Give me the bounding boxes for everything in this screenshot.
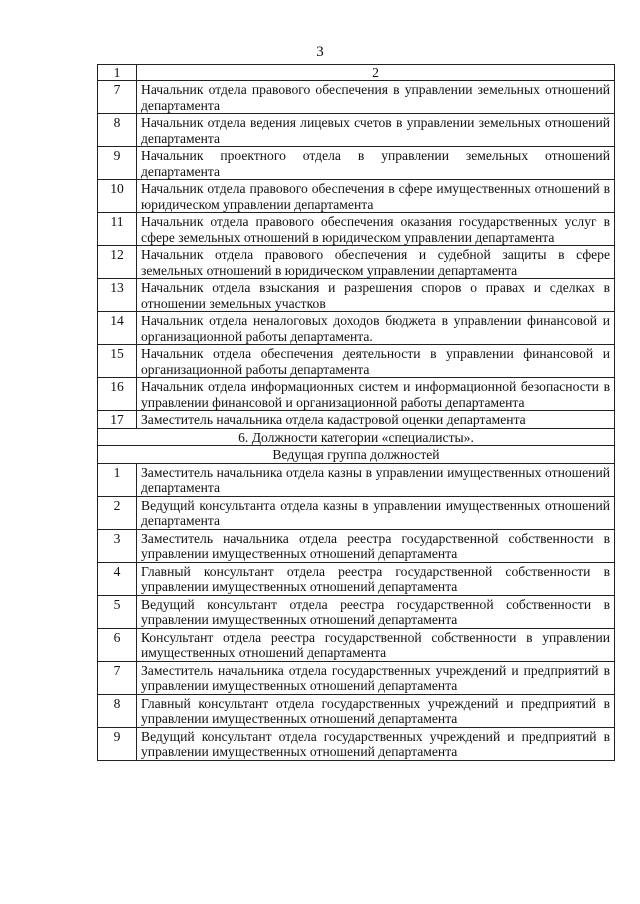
- table-row: [98, 378, 615, 411]
- row-text: Начальник проектного отдела в управлении земельных отношений департамента: [137, 147, 615, 180]
- row-text: Заместитель начальника отдела казны в управлении имущественных отношений департамента: [137, 463, 615, 496]
- table-row: [98, 279, 615, 312]
- header-col-title: 2: [137, 65, 615, 81]
- row-number: 1: [98, 463, 137, 496]
- page-number: 3: [316, 44, 324, 60]
- row-number: 14: [98, 312, 137, 345]
- table-row: [98, 727, 615, 760]
- row-number: 16: [98, 378, 137, 411]
- table-row: [98, 595, 615, 628]
- row-number: 9: [98, 727, 137, 760]
- row-text: Начальник отдела правового обеспечения оказания государственных услуг в сфере земельных отношений в юридическом управлении департамента: [137, 213, 615, 246]
- row-text: Консультант отдела реестра государственной собственности в управлении имущественных отношений департамента: [137, 628, 615, 661]
- row-text: Начальник отдела информационных систем и информационной безопасности в управлении финансовой и организационной работы департамента: [137, 378, 615, 411]
- row-number: 3: [98, 529, 137, 562]
- row-text: Начальник отдела правового обеспечения в сфере имущественных отношений в юридическом управлении департамента: [137, 180, 615, 213]
- row-number: 10: [98, 180, 137, 213]
- row-number: 17: [98, 411, 137, 429]
- row-text: Ведущий консультанта отдела казны в управлении имущественных отношений департамента: [137, 496, 615, 529]
- row-number: 8: [98, 114, 137, 147]
- row-text: Начальник отдела неналоговых доходов бюджета в управлении финансовой и организационной работы департамента.: [137, 312, 615, 345]
- table-row: [98, 411, 615, 429]
- row-number: 12: [98, 246, 137, 279]
- row-text: Заместитель начальника отдела кадастровой оценки департамента: [137, 411, 615, 429]
- table-row: [98, 246, 615, 279]
- row-number: 2: [98, 496, 137, 529]
- row-number: 4: [98, 562, 137, 595]
- row-number: 7: [98, 81, 137, 114]
- row-text: Начальник отдела правового обеспечения в управлении земельных отношений департамента: [137, 81, 615, 114]
- table-row: [98, 345, 615, 378]
- table-row: [98, 147, 615, 180]
- table-row: [98, 463, 615, 496]
- table-row: [98, 661, 615, 694]
- row-number: 7: [98, 661, 137, 694]
- row-text: Главный консультант отдела государственных учреждений и предприятий в управлении имущественных отношений департамента: [137, 694, 615, 727]
- table-row: [98, 213, 615, 246]
- row-number: 8: [98, 694, 137, 727]
- table-row: [98, 628, 615, 661]
- table-row: [98, 529, 615, 562]
- section-title: 6. Должности категории «специалисты».: [98, 428, 615, 446]
- table-row: [98, 114, 615, 147]
- row-number: 11: [98, 213, 137, 246]
- group-heading-row: [98, 446, 615, 464]
- row-text: Заместитель начальника отдела реестра государственной собственности в управлении имущественных отношений департамента: [137, 529, 615, 562]
- table-header-row: [98, 65, 615, 81]
- table-row: [98, 312, 615, 345]
- header-col-number: 1: [98, 65, 137, 81]
- table-row: [98, 496, 615, 529]
- positions-table: [97, 64, 615, 761]
- table-row: [98, 694, 615, 727]
- row-text: Ведущий консультант отдела реестра государственной собственности в управлении имущественных отношений департамента: [137, 595, 615, 628]
- row-number: 9: [98, 147, 137, 180]
- row-number: 5: [98, 595, 137, 628]
- row-text: Начальник отдела ведения лицевых счетов в управлении земельных отношений департамента: [137, 114, 615, 147]
- group-title: Ведущая группа должностей: [98, 446, 615, 464]
- row-text: Начальник отдела взыскания и разрешения споров о правах и сделках в отношении земельных участков: [137, 279, 615, 312]
- row-number: 13: [98, 279, 137, 312]
- row-text: Начальник отдела обеспечения деятельности в управлении финансовой и организационной работы департамента: [137, 345, 615, 378]
- table-row: [98, 562, 615, 595]
- row-text: Заместитель начальника отдела государственных учреждений и предприятий в управлении имущественных отношений департамента: [137, 661, 615, 694]
- section-heading-row: [98, 428, 615, 446]
- table-row: [98, 180, 615, 213]
- table-row: [98, 81, 615, 114]
- row-text: Главный консультант отдела реестра государственной собственности в управлении имущественных отношений департамента: [137, 562, 615, 595]
- row-number: 15: [98, 345, 137, 378]
- row-number: 6: [98, 628, 137, 661]
- row-text: Ведущий консультант отдела государственных учреждений и предприятий в управлении имущественных отношений департамента: [137, 727, 615, 760]
- row-text: Начальник отдела правового обеспечения и судебной защиты в сфере земельных отношений в юридическом управлении департамента: [137, 246, 615, 279]
